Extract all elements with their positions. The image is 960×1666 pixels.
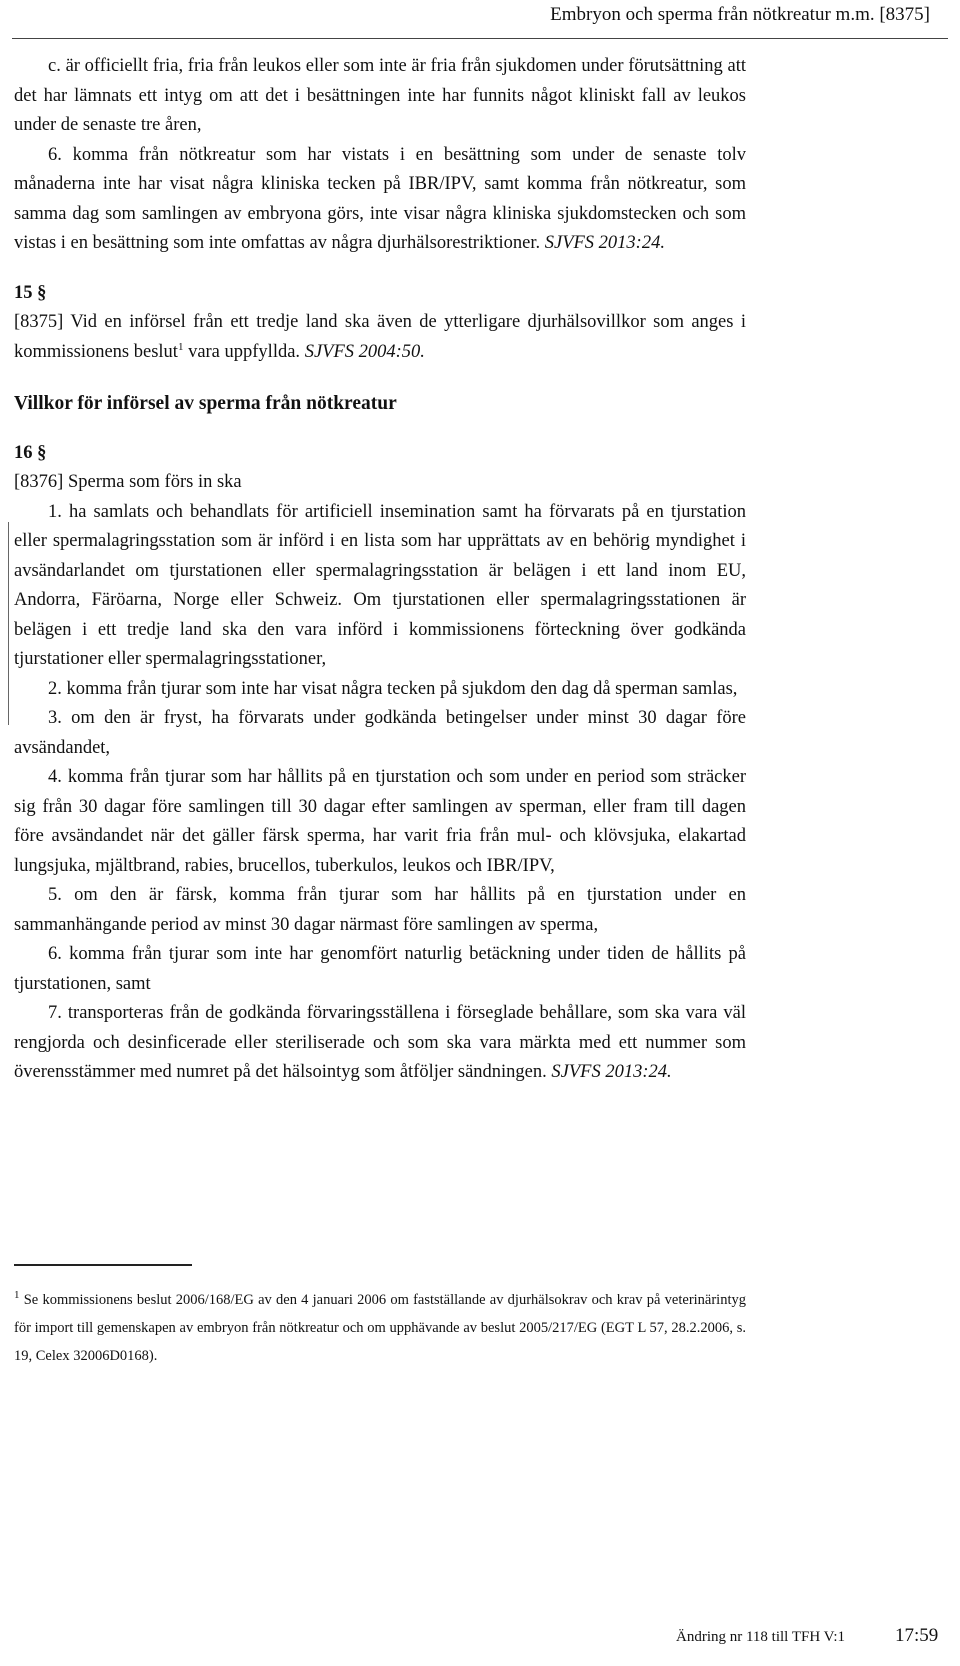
regulation-reference: SJVFS 2013:24. [544,233,665,253]
section-heading: Villkor för införsel av sperma från nötkreatur [14,393,397,414]
regulation-reference: SJVFS 2013:24. [551,1062,672,1082]
list-item: 2. komma från tjurar som inte har visat några tecken på sjukdom den dag då sperman samlas, [48,678,738,699]
footnote-mark: 1 [14,1289,20,1302]
list-item-7 [14,999,746,1088]
section-15-text-b: vara uppfyllda. [183,341,305,362]
list-item: 5. om den är färsk, komma från tjurar som har hållits på en tjurstation under en sammanhängande period av minst 30 dagar närmast före samlingen av sperma, [14,885,746,935]
list-item-6-text: 6. komma från nötkreatur som har vistats i en besättning som under de senaste tolv månaderna inte har visat några kliniska tecken på IBR/IPV, samt komma från nötkreatur, som samma dag som samlingen av embryona görs, inte visar några kliniska sjukdomstecken och som vistas i en besättning som inte omfattas av några djurhälsorestriktioner. [14,144,746,253]
page-number: 17:59 [895,1625,939,1646]
amendment-label: Ändring nr 118 till TFH V:1 [676,1629,846,1645]
list-item: 4. komma från tjurar som har hållits på en tjurstation och som under en period som sträcker sig från 30 dagar före samlingen till 30 dagar efter samlingen av sperman, eller fram till dagen före avsändandet när det gäller färsk sperma, har varit fria från mul- och klövsjuka, elakartad lungsjuka, mjältbrand, rabies, brucellos, tuberkulos, leukos och IBR/IPV, [14,767,746,876]
header-rule [12,38,948,39]
list-item-c: c. är officiellt fria, fria från leukos eller som inte är fria från sjukdomen under förutsättning att det har lämnats ett intyg om att det i besättningen inte har funnits något kliniskt fall av leukos under de senaste tre åren, [14,56,746,135]
document-body [14,52,746,1088]
footnote-separator [14,1264,192,1266]
footnote-reference[interactable]: 1 [177,340,184,353]
footnote-text: Se kommissionens beslut 2006/168/EG av den 4 januari 2006 om fastställande av djurhälsokrav och krav på veterinärintyg för import till gemenskapen av embryon från nötkreatur och om upphävande av beslut 2005/217/EG (EGT L 57, 28.2.2006, s. 19, Celex 32006D0168). [14,1292,746,1364]
running-header-title: Embryon och sperma från nötkreatur m.m. [8375] [550,4,930,25]
section-15-text-a: [8375] Vid en införsel från ett tredje land ska även de ytterligare djurhälsovillkor som anges i kommissionens beslut [14,312,746,362]
list-item-6 [14,141,746,259]
list-item: 6. komma från tjurar som inte har genomfört naturlig betäckning under tiden de hållits på tjurstationen, samt [14,944,746,994]
list-item: 1. ha samlats och behandlats för artificiell insemination samt ha förvarats på en tjurstation eller spermalagringsstation som är införd i en lista som har upprättats av en behörig myndighet i avsändarlandet om tjurstationen eller spermalagringsstation är belägen i ett land inom EU, Andorra, Färöarna, Norge eller Schweiz. Om tjurstationen eller spermalagringsstationen är belägen i ett tredje land ska den vara införd i kommissionens förteckning över godkända tjurstationer eller spermalagringsstationer, [14,501,746,669]
footnote [14,1286,746,1370]
section-15-text [14,308,746,367]
section-16-intro: [8376] Sperma som förs in ska [14,472,242,492]
list-item-7-text: 7. transporteras från de godkända förvaringsställena i förseglade behållare, som ska vara väl rengjorda och desinficerade eller steriliserade och som ska vara märkta med ett nummer som överensstämmer med numret på det hälsointyg som åtföljer sändningen. [14,1003,746,1082]
regulation-reference: SJVFS 2004:50. [304,341,425,362]
section-number-15: 15 § [14,282,47,303]
section-number-16: 16 § [14,442,47,463]
change-bar [8,522,9,725]
list-item: 3. om den är fryst, ha förvarats under godkända betingelser under minst 30 dagar före avsändandet, [14,708,746,758]
